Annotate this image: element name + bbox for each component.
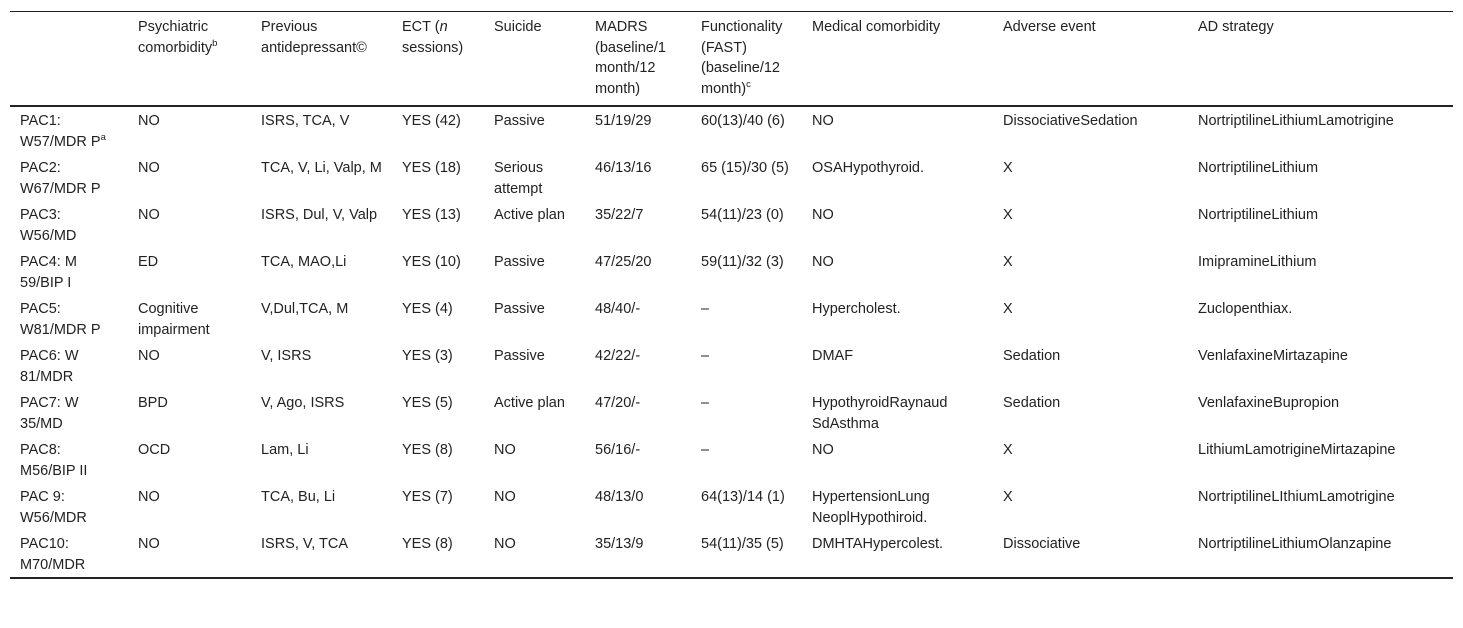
cell-madrs: 46/13/16: [595, 160, 652, 176]
header-ect: ECT (n sessions): [402, 19, 464, 56]
cell-suicide: Active plan: [494, 207, 565, 223]
cell-madrs: 56/16/-: [595, 442, 641, 458]
header-madrs: MADRS (baseline/1 month/12 month): [595, 19, 666, 97]
cell-adverse-event: X: [1003, 160, 1013, 176]
header-previous-antidepressant: Previous antidepressant©: [261, 19, 367, 56]
cell-suicide: NO: [494, 489, 516, 505]
cell-madrs: 48/13/0: [595, 489, 644, 505]
header-psychiatric-comorbidity: Psychiatric comorbidity$^b$: [138, 19, 218, 56]
cell-ect: YES (3): [402, 348, 453, 364]
header-adverse-event: Adverse event: [1003, 19, 1096, 35]
cell-madrs: 35/22/7: [595, 207, 644, 223]
table-row: [10, 530, 1453, 578]
cell-adverse-event: X: [1003, 489, 1013, 505]
cell-previous-antidepressant: V,Dul,TCA, M: [261, 301, 349, 317]
cell-suicide: Active plan: [494, 395, 565, 411]
table-row: [10, 106, 1453, 154]
cell-suicide: Passive: [494, 113, 545, 129]
cell-patient: PAC10: M70/MDR: [20, 536, 86, 573]
table-row: [10, 436, 1453, 483]
cell-psychiatric-comorbidity: NO: [138, 536, 160, 552]
cell-psychiatric-comorbidity: Cognitive impairment: [138, 301, 210, 338]
cell-psychiatric-comorbidity: NO: [138, 348, 160, 364]
cell-medical-comorbidity: DMAF: [812, 348, 854, 364]
cell-ad-strategy: LithiumLamotrigineMirtazapine: [1198, 442, 1396, 458]
cell-patient: PAC1: W57/MDR $P^a$: [20, 113, 106, 150]
cell-madrs: 42/22/-: [595, 348, 641, 364]
cell-psychiatric-comorbidity: NO: [138, 207, 160, 223]
cell-adverse-event: X: [1003, 301, 1013, 317]
header-functionality: Functionality (FAST) (baseline/12 month)$^c$: [701, 19, 783, 97]
table-row: [10, 201, 1453, 248]
cell-patient: PAC5: W81/MDR P: [20, 301, 101, 338]
patients-table: [10, 11, 1453, 579]
cell-psychiatric-comorbidity: OCD: [138, 442, 171, 458]
cell-psychiatric-comorbidity: BPD: [138, 395, 168, 411]
cell-medical-comorbidity: NO: [812, 442, 834, 458]
cell-medical-comorbidity: NO: [812, 113, 834, 129]
cell-functionality: –: [701, 301, 710, 317]
cell-ad-strategy: NortriptilineLithium: [1198, 160, 1319, 176]
header-ad-strategy: AD strategy: [1198, 19, 1274, 35]
cell-previous-antidepressant: ISRS, TCA, V: [261, 113, 350, 129]
cell-adverse-event: Sedation: [1003, 348, 1061, 364]
cell-adverse-event: Sedation: [1003, 395, 1061, 411]
cell-ad-strategy: Zuclopenthiax.: [1198, 301, 1293, 317]
cell-patient: PAC6: W 81/MDR: [20, 348, 79, 385]
cell-suicide: Passive: [494, 254, 545, 270]
cell-ad-strategy: NortriptilineLithiumOlanzapine: [1198, 536, 1392, 552]
cell-ect: YES (4): [402, 301, 453, 317]
cell-ect: YES (5): [402, 395, 453, 411]
cell-patient: PAC4: M 59/BIP I: [20, 254, 77, 291]
cell-functionality: 59(11)/32 (3): [701, 254, 784, 270]
cell-suicide: NO: [494, 442, 516, 458]
cell-ad-strategy: NortriptilineLithium: [1198, 207, 1319, 223]
table-row: [10, 295, 1453, 342]
cell-ad-strategy: NortriptilineLithiumLamotrigine: [1198, 113, 1394, 129]
cell-adverse-event: DissociativeSedation: [1003, 113, 1138, 129]
cell-patient: PAC8: M56/BIP II: [20, 442, 88, 479]
cell-madrs: 47/20/-: [595, 395, 641, 411]
cell-psychiatric-comorbidity: NO: [138, 113, 160, 129]
cell-adverse-event: X: [1003, 207, 1013, 223]
cell-adverse-event: X: [1003, 442, 1013, 458]
cell-functionality: 54(11)/23 (0): [701, 207, 784, 223]
cell-functionality: 60(13)/40 (6): [701, 113, 785, 129]
table-row: [10, 154, 1453, 201]
cell-suicide: NO: [494, 536, 516, 552]
cell-functionality: –: [701, 395, 710, 411]
cell-patient: PAC2: W67/MDR P: [20, 160, 101, 197]
cell-medical-comorbidity: HypothyroidRaynaud SdAsthma: [812, 395, 948, 432]
table-row: [10, 248, 1453, 295]
cell-functionality: 64(13)/14 (1): [701, 489, 785, 505]
cell-ect: YES (10): [402, 254, 461, 270]
cell-ad-strategy: VenlafaxineBupropion: [1198, 395, 1340, 411]
cell-previous-antidepressant: TCA, V, Li, Valp, M: [261, 160, 382, 176]
cell-suicide: Serious attempt: [494, 160, 544, 197]
cell-functionality: –: [701, 442, 710, 458]
cell-ad-strategy: VenlafaxineMirtazapine: [1198, 348, 1348, 364]
cell-madrs: 48/40/-: [595, 301, 641, 317]
cell-functionality: –: [701, 348, 710, 364]
cell-previous-antidepressant: V, Ago, ISRS: [261, 395, 345, 411]
cell-adverse-event: Dissociative: [1003, 536, 1081, 552]
cell-medical-comorbidity: Hypercholest.: [812, 301, 901, 317]
clinical-table-wrapper: [10, 11, 1453, 579]
cell-ect: YES (13): [402, 207, 461, 223]
cell-suicide: Passive: [494, 301, 545, 317]
cell-patient: PAC 9: W56/MDR: [20, 489, 87, 526]
cell-patient: PAC3: W56/MD: [20, 207, 77, 244]
header-row: [10, 12, 1453, 107]
cell-ect: YES (8): [402, 536, 453, 552]
cell-adverse-event: X: [1003, 254, 1013, 270]
cell-functionality: 65 (15)/30 (5): [701, 160, 789, 176]
cell-ect: YES (42): [402, 113, 461, 129]
cell-previous-antidepressant: ISRS, Dul, V, Valp: [261, 207, 378, 223]
cell-previous-antidepressant: V, ISRS: [261, 348, 312, 364]
cell-psychiatric-comorbidity: NO: [138, 160, 160, 176]
cell-previous-antidepressant: ISRS, V, TCA: [261, 536, 349, 552]
cell-psychiatric-comorbidity: ED: [138, 254, 159, 270]
cell-patient: PAC7: W 35/MD: [20, 395, 79, 432]
cell-medical-comorbidity: HypertensionLung NeoplHypothiroid.: [812, 489, 930, 526]
cell-ect: YES (18): [402, 160, 461, 176]
cell-suicide: Passive: [494, 348, 545, 364]
cell-ad-strategy: NortriptilineLIthiumLamotrigine: [1198, 489, 1395, 505]
cell-previous-antidepressant: TCA, Bu, Li: [261, 489, 336, 505]
cell-ect: YES (8): [402, 442, 453, 458]
table-row: [10, 389, 1453, 436]
header-patient: [10, 12, 128, 107]
cell-medical-comorbidity: DMHTAHypercolest.: [812, 536, 944, 552]
cell-medical-comorbidity: OSAHypothyroid.: [812, 160, 925, 176]
cell-madrs: 51/19/29: [595, 113, 652, 129]
cell-previous-antidepressant: Lam, Li: [261, 442, 309, 458]
cell-ad-strategy: ImipramineLithium: [1198, 254, 1317, 270]
table-row: [10, 342, 1453, 389]
cell-medical-comorbidity: NO: [812, 207, 834, 223]
header-medical-comorbidity: Medical comorbidity: [812, 19, 941, 35]
cell-madrs: 47/25/20: [595, 254, 652, 270]
cell-madrs: 35/13/9: [595, 536, 644, 552]
cell-psychiatric-comorbidity: NO: [138, 489, 160, 505]
cell-ect: YES (7): [402, 489, 453, 505]
table-row: [10, 483, 1453, 530]
header-suicide: Suicide: [494, 19, 542, 35]
cell-functionality: 54(11)/35 (5): [701, 536, 784, 552]
cell-medical-comorbidity: NO: [812, 254, 834, 270]
cell-previous-antidepressant: TCA, MAO,Li: [261, 254, 347, 270]
